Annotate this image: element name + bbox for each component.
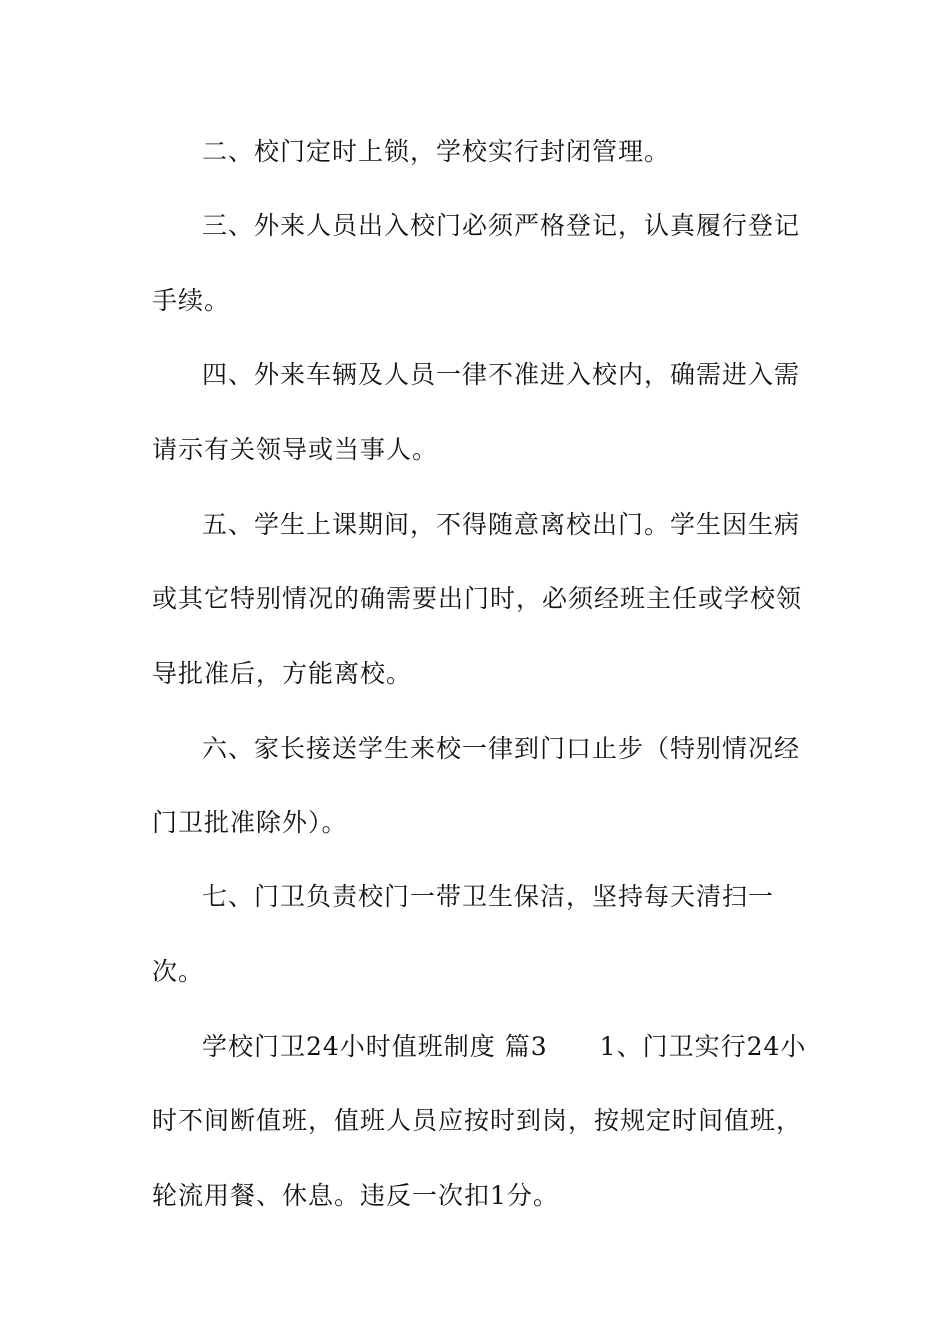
paragraph-line: 手续。 bbox=[152, 286, 231, 315]
paragraph-line: 或其它特别情况的确需要出门时，必须经班主任或学校领 bbox=[152, 584, 803, 613]
paragraph-line: 请示有关领导或当事人。 bbox=[152, 435, 439, 464]
paragraph-line: 四、外来车辆及人员一律不准进入校内，确需进入需 bbox=[202, 360, 801, 389]
paragraph-line: 次。 bbox=[152, 957, 205, 986]
paragraph-line: 七、门卫负责校门一带卫生保洁，坚持每天清扫一 bbox=[202, 882, 775, 911]
paragraph-line: 六、家长接送学生来校一律到门口止步（特别情况经 bbox=[202, 734, 801, 763]
paragraph-line: 时不间断值班，值班人员应按时到岗，按规定时间值班， bbox=[152, 1106, 803, 1135]
paragraph-line: 二、校门定时上锁，学校实行封闭管理。 bbox=[202, 137, 671, 166]
paragraph-line: 门卫批准除外）。 bbox=[152, 808, 348, 837]
paragraph-line: 导批准后，方能离校。 bbox=[152, 659, 413, 688]
paragraph-line: 轮流用餐、休息。违反一次扣1分。 bbox=[152, 1181, 559, 1210]
paragraph-line: 三、外来人员出入校门必须严格登记，认真履行登记 bbox=[202, 211, 801, 240]
paragraph-line: 五、学生上课期间，不得随意离校出门。学生因生病 bbox=[202, 510, 801, 539]
paragraph-line: 学校门卫24小时值班制度 篇3 1、门卫实行24小 bbox=[202, 1032, 807, 1061]
